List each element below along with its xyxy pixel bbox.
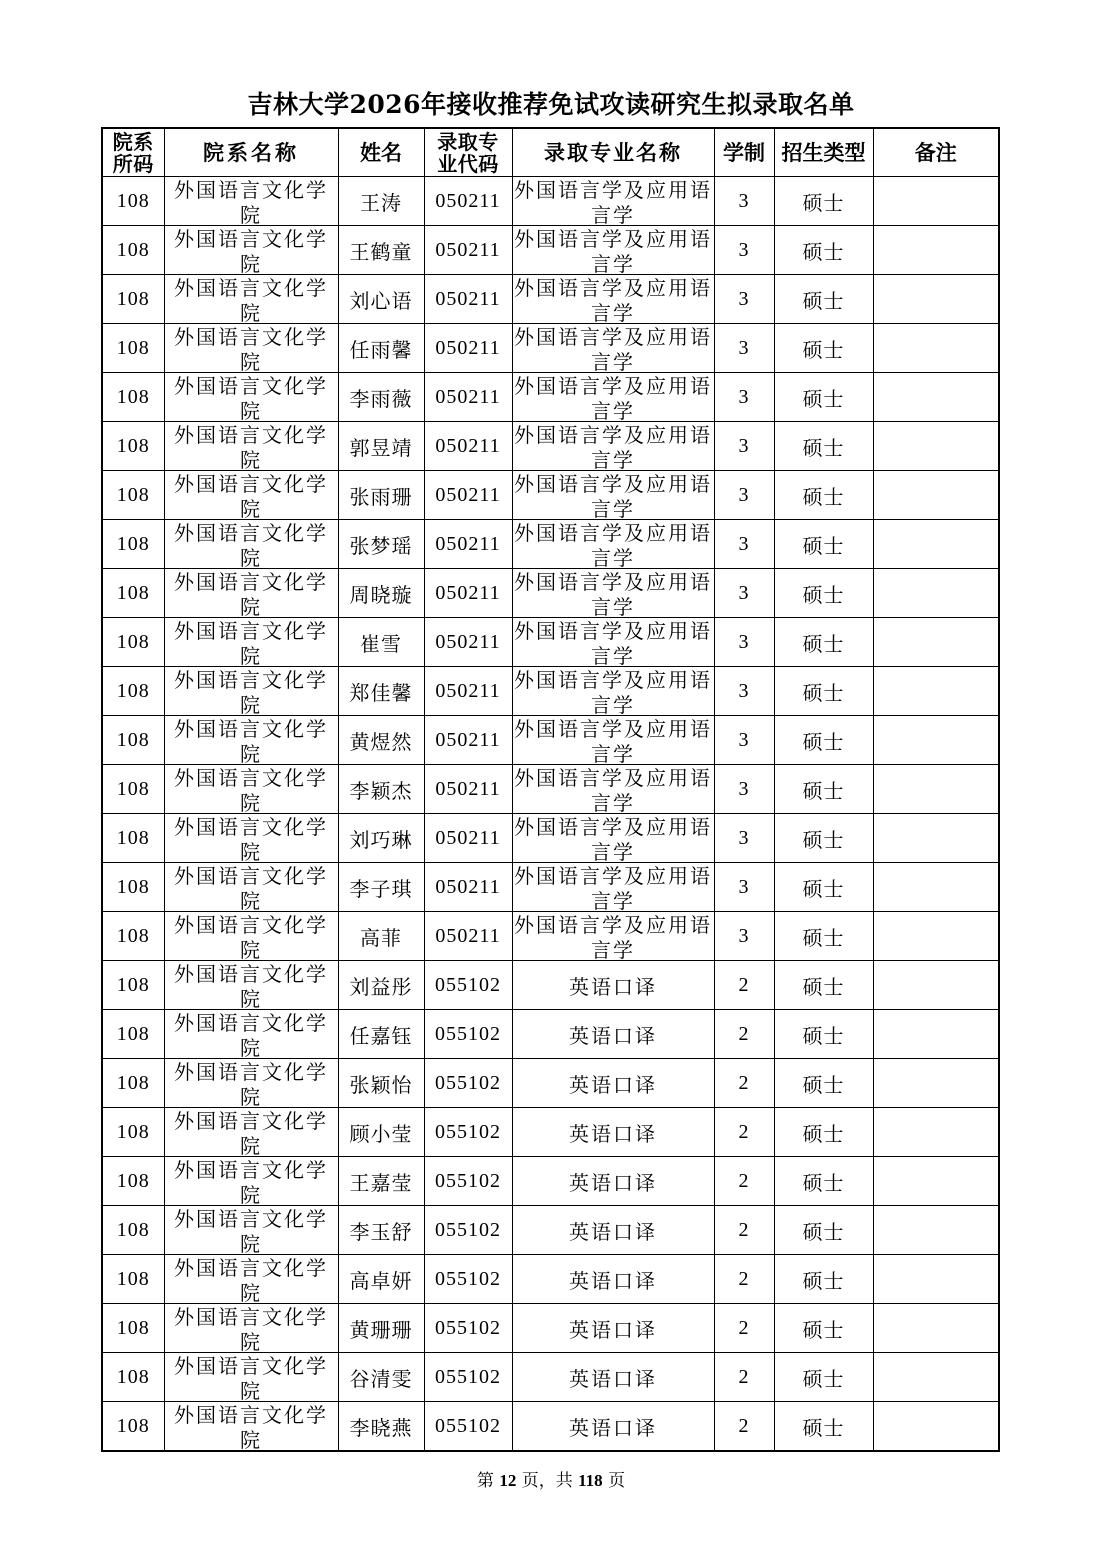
- cell-major-code: 055102: [424, 1402, 512, 1452]
- cell-dept-code: 108: [102, 569, 164, 618]
- cell-dept-name-text: 外国语言文化学院: [174, 1256, 328, 1303]
- table-row: [102, 1353, 999, 1402]
- cell-major-name: [512, 716, 714, 765]
- cell-duration: 3: [714, 226, 774, 275]
- cell-major-name: [512, 422, 714, 471]
- cell-remark: [873, 324, 999, 373]
- cell-dept-name-text: 外国语言文化学院: [174, 913, 328, 960]
- cell-student-name: 黄煜然: [338, 716, 424, 765]
- cell-dept-code: 108: [102, 1010, 164, 1059]
- cell-dept-name-text: 外国语言文化学院: [174, 570, 328, 617]
- cell-major-code: 050211: [424, 814, 512, 863]
- cell-major-name: 英语口译: [512, 1206, 714, 1255]
- cell-type: 硕士: [774, 667, 873, 716]
- cell-major-name-text: 外国语言学及应用语言学: [514, 570, 712, 617]
- cell-remark: [873, 863, 999, 912]
- cell-major-name: [512, 520, 714, 569]
- cell-major-code: 050211: [424, 667, 512, 716]
- cell-student-name: 刘益彤: [338, 961, 424, 1010]
- cell-duration: 2: [714, 1206, 774, 1255]
- cell-student-name: 刘心语: [338, 275, 424, 324]
- cell-dept-name: [164, 373, 338, 422]
- cell-major-code: 050211: [424, 226, 512, 275]
- cell-major-code: 055102: [424, 1010, 512, 1059]
- table-row: [102, 1402, 999, 1452]
- cell-major-code: 050211: [424, 177, 512, 226]
- cell-remark: [873, 1255, 999, 1304]
- cell-type: 硕士: [774, 275, 873, 324]
- cell-student-name: 周晓璇: [338, 569, 424, 618]
- cell-type: 硕士: [774, 765, 873, 814]
- cell-student-name: 任嘉钰: [338, 1010, 424, 1059]
- cell-type: 硕士: [774, 961, 873, 1010]
- cell-major-name: [512, 226, 714, 275]
- cell-major-name-text: 外国语言学及应用语言学: [514, 913, 712, 960]
- cell-student-name: 高菲: [338, 912, 424, 961]
- table-row: [102, 373, 999, 422]
- cell-remark: [873, 1304, 999, 1353]
- footer-suffix: 页: [608, 1471, 626, 1491]
- cell-major-name-text: 外国语言学及应用语言学: [514, 766, 712, 813]
- document-title: 吉林大学2026年接收推荐免试攻读研究生拟录取名单: [247, 90, 855, 119]
- footer-prefix: 第: [476, 1471, 494, 1491]
- cell-remark: [873, 618, 999, 667]
- cell-major-code: 050211: [424, 373, 512, 422]
- cell-dept-name: [164, 569, 338, 618]
- cell-dept-code: 108: [102, 1108, 164, 1157]
- cell-dept-code: 108: [102, 422, 164, 471]
- cell-dept-code: 108: [102, 1304, 164, 1353]
- cell-major-code: 050211: [424, 863, 512, 912]
- cell-dept-name-text: 外国语言文化学院: [174, 815, 328, 862]
- cell-dept-code: 108: [102, 667, 164, 716]
- cell-dept-name: [164, 520, 338, 569]
- cell-major-name: [512, 569, 714, 618]
- cell-type: 硕士: [774, 1353, 873, 1402]
- cell-remark: [873, 961, 999, 1010]
- cell-type: 硕士: [774, 569, 873, 618]
- cell-major-name: 英语口译: [512, 1255, 714, 1304]
- cell-dept-name: [164, 275, 338, 324]
- cell-dept-name-text: 外国语言文化学院: [174, 1011, 328, 1058]
- cell-duration: 3: [714, 912, 774, 961]
- table-row: [102, 1059, 999, 1108]
- cell-dept-name: [164, 814, 338, 863]
- cell-dept-name: [164, 863, 338, 912]
- cell-major-name-text: 外国语言学及应用语言学: [514, 325, 712, 372]
- table-row: [102, 765, 999, 814]
- cell-dept-code: 108: [102, 520, 164, 569]
- cell-remark: [873, 569, 999, 618]
- table-row: [102, 275, 999, 324]
- cell-dept-name-text: 外国语言文化学院: [174, 1109, 328, 1156]
- cell-dept-name-text: 外国语言文化学院: [174, 521, 328, 568]
- cell-major-name: [512, 275, 714, 324]
- cell-remark: [873, 667, 999, 716]
- cell-student-name: 谷清雯: [338, 1353, 424, 1402]
- cell-dept-name: [164, 1304, 338, 1353]
- header-major-name: 录取专业名称: [512, 128, 714, 177]
- cell-type: 硕士: [774, 912, 873, 961]
- cell-remark: [873, 226, 999, 275]
- header-major-code: 录取专业代码: [424, 128, 512, 177]
- cell-major-code: 055102: [424, 961, 512, 1010]
- cell-duration: 3: [714, 520, 774, 569]
- cell-dept-name: [164, 1353, 338, 1402]
- footer-total-pages: 118: [578, 1471, 603, 1490]
- cell-student-name: 郭昱靖: [338, 422, 424, 471]
- page-footer: [0, 1466, 1102, 1491]
- cell-student-name: 任雨馨: [338, 324, 424, 373]
- cell-type: 硕士: [774, 863, 873, 912]
- header-dept-name: 院系名称: [164, 128, 338, 177]
- cell-dept-name-text: 外国语言文化学院: [174, 1403, 328, 1450]
- cell-dept-name-text: 外国语言文化学院: [174, 619, 328, 666]
- cell-type: 硕士: [774, 226, 873, 275]
- cell-major-name-text: 外国语言学及应用语言学: [514, 815, 712, 862]
- table-row: [102, 1304, 999, 1353]
- cell-remark: [873, 1402, 999, 1452]
- cell-duration: 3: [714, 275, 774, 324]
- cell-major-code: 050211: [424, 471, 512, 520]
- cell-duration: 3: [714, 716, 774, 765]
- cell-remark: [873, 1353, 999, 1402]
- cell-major-name-text: 外国语言学及应用语言学: [514, 864, 712, 911]
- cell-major-name: 英语口译: [512, 1108, 714, 1157]
- cell-major-name: [512, 471, 714, 520]
- cell-dept-name: [164, 1157, 338, 1206]
- cell-duration: 3: [714, 422, 774, 471]
- cell-major-name-text: 外国语言学及应用语言学: [514, 717, 712, 764]
- cell-dept-name: [164, 422, 338, 471]
- cell-student-name: 黄珊珊: [338, 1304, 424, 1353]
- table-row: [102, 1108, 999, 1157]
- cell-dept-code: 108: [102, 618, 164, 667]
- cell-remark: [873, 520, 999, 569]
- cell-remark: [873, 275, 999, 324]
- cell-type: 硕士: [774, 471, 873, 520]
- cell-dept-name: [164, 471, 338, 520]
- cell-dept-code: 108: [102, 1157, 164, 1206]
- cell-dept-name: [164, 226, 338, 275]
- cell-dept-code: 108: [102, 961, 164, 1010]
- cell-major-name: 英语口译: [512, 1304, 714, 1353]
- cell-type: 硕士: [774, 716, 873, 765]
- table-row: [102, 667, 999, 716]
- cell-student-name: 王嘉莹: [338, 1157, 424, 1206]
- cell-major-name-text: 外国语言学及应用语言学: [514, 178, 712, 225]
- cell-duration: 2: [714, 1059, 774, 1108]
- header-type: 招生类型: [774, 128, 873, 177]
- cell-dept-name-text: 外国语言文化学院: [174, 1060, 328, 1107]
- cell-duration: 3: [714, 324, 774, 373]
- cell-duration: 2: [714, 1157, 774, 1206]
- cell-major-code: 050211: [424, 275, 512, 324]
- table-row: [102, 324, 999, 373]
- cell-remark: [873, 373, 999, 422]
- cell-major-code: 055102: [424, 1255, 512, 1304]
- cell-remark: [873, 1010, 999, 1059]
- cell-major-name-text: 外国语言学及应用语言学: [514, 521, 712, 568]
- cell-duration: 3: [714, 569, 774, 618]
- cell-dept-name: [164, 177, 338, 226]
- cell-dept-name-text: 外国语言文化学院: [174, 1158, 328, 1205]
- table-row: [102, 1157, 999, 1206]
- cell-major-name: [512, 814, 714, 863]
- cell-dept-code: 108: [102, 863, 164, 912]
- cell-duration: 2: [714, 1255, 774, 1304]
- cell-type: 硕士: [774, 1059, 873, 1108]
- cell-student-name: 王鹤童: [338, 226, 424, 275]
- cell-type: 硕士: [774, 1304, 873, 1353]
- cell-dept-name-text: 外国语言文化学院: [174, 962, 328, 1009]
- cell-duration: 2: [714, 1010, 774, 1059]
- cell-dept-name-text: 外国语言文化学院: [174, 717, 328, 764]
- cell-remark: [873, 1059, 999, 1108]
- cell-dept-name: [164, 716, 338, 765]
- cell-student-name: 郑佳馨: [338, 667, 424, 716]
- table-row: [102, 716, 999, 765]
- cell-major-code: 055102: [424, 1108, 512, 1157]
- cell-dept-name-text: 外国语言文化学院: [174, 1354, 328, 1401]
- cell-major-name: 英语口译: [512, 1157, 714, 1206]
- cell-type: 硕士: [774, 422, 873, 471]
- cell-type: 硕士: [774, 177, 873, 226]
- cell-duration: 3: [714, 373, 774, 422]
- cell-major-name: 英语口译: [512, 961, 714, 1010]
- cell-major-name-text: 外国语言学及应用语言学: [514, 472, 712, 519]
- cell-dept-code: 108: [102, 716, 164, 765]
- cell-remark: [873, 765, 999, 814]
- cell-duration: 3: [714, 863, 774, 912]
- cell-dept-name: [164, 1255, 338, 1304]
- cell-dept-name-text: 外国语言文化学院: [174, 227, 328, 274]
- cell-dept-code: 108: [102, 373, 164, 422]
- cell-student-name: 王涛: [338, 177, 424, 226]
- cell-student-name: 李颖杰: [338, 765, 424, 814]
- cell-dept-code: 108: [102, 275, 164, 324]
- cell-dept-name-text: 外国语言文化学院: [174, 325, 328, 372]
- cell-remark: [873, 912, 999, 961]
- cell-type: 硕士: [774, 1108, 873, 1157]
- cell-dept-name: [164, 1010, 338, 1059]
- cell-type: 硕士: [774, 1157, 873, 1206]
- cell-remark: [873, 1157, 999, 1206]
- cell-type: 硕士: [774, 1010, 873, 1059]
- cell-major-name-text: 外国语言学及应用语言学: [514, 227, 712, 274]
- header-remark: 备注: [873, 128, 999, 177]
- cell-major-name: [512, 667, 714, 716]
- table-row: [102, 1255, 999, 1304]
- cell-duration: 3: [714, 471, 774, 520]
- cell-dept-name-text: 外国语言文化学院: [174, 668, 328, 715]
- header-dept-code: 院系所码: [102, 128, 164, 177]
- cell-major-name: 英语口译: [512, 1059, 714, 1108]
- cell-student-name: 张梦瑶: [338, 520, 424, 569]
- cell-dept-name: [164, 765, 338, 814]
- cell-student-name: 张颖怡: [338, 1059, 424, 1108]
- table-body: [102, 177, 999, 1452]
- table-row: [102, 520, 999, 569]
- cell-major-name: 英语口译: [512, 1353, 714, 1402]
- cell-duration: 3: [714, 177, 774, 226]
- cell-dept-name: [164, 324, 338, 373]
- cell-duration: 2: [714, 1353, 774, 1402]
- table-row: [102, 569, 999, 618]
- cell-dept-name: [164, 667, 338, 716]
- cell-dept-name: [164, 912, 338, 961]
- cell-duration: 3: [714, 667, 774, 716]
- cell-dept-name-text: 外国语言文化学院: [174, 766, 328, 813]
- cell-student-name: 李子琪: [338, 863, 424, 912]
- cell-dept-name-text: 外国语言文化学院: [174, 1207, 328, 1254]
- cell-dept-code: 108: [102, 1206, 164, 1255]
- cell-dept-name: [164, 1206, 338, 1255]
- cell-dept-code: 108: [102, 324, 164, 373]
- table-row: [102, 226, 999, 275]
- cell-remark: [873, 814, 999, 863]
- cell-dept-name-text: 外国语言文化学院: [174, 374, 328, 421]
- cell-dept-code: 108: [102, 226, 164, 275]
- cell-duration: 2: [714, 1402, 774, 1452]
- cell-type: 硕士: [774, 1255, 873, 1304]
- cell-dept-code: 108: [102, 1402, 164, 1452]
- cell-dept-code: 108: [102, 765, 164, 814]
- cell-major-code: 050211: [424, 618, 512, 667]
- header-duration: 学制: [714, 128, 774, 177]
- cell-remark: [873, 716, 999, 765]
- footer-page-number: 12: [499, 1471, 517, 1490]
- cell-duration: 2: [714, 1108, 774, 1157]
- cell-major-name-text: 外国语言学及应用语言学: [514, 374, 712, 421]
- cell-dept-name-text: 外国语言文化学院: [174, 178, 328, 225]
- cell-major-name-text: 外国语言学及应用语言学: [514, 423, 712, 470]
- footer-middle: 页，共: [521, 1471, 573, 1491]
- cell-dept-name-text: 外国语言文化学院: [174, 864, 328, 911]
- cell-duration: 3: [714, 814, 774, 863]
- cell-type: 硕士: [774, 1206, 873, 1255]
- cell-major-code: 055102: [424, 1353, 512, 1402]
- cell-duration: 2: [714, 1304, 774, 1353]
- cell-major-code: 050211: [424, 765, 512, 814]
- cell-major-code: 050211: [424, 422, 512, 471]
- table-row: [102, 1010, 999, 1059]
- cell-dept-name: [164, 1108, 338, 1157]
- cell-type: 硕士: [774, 1402, 873, 1452]
- cell-dept-code: 108: [102, 177, 164, 226]
- cell-dept-code: 108: [102, 471, 164, 520]
- cell-major-name-text: 外国语言学及应用语言学: [514, 276, 712, 323]
- cell-type: 硕士: [774, 814, 873, 863]
- cell-student-name: 张雨珊: [338, 471, 424, 520]
- cell-dept-name: [164, 961, 338, 1010]
- cell-type: 硕士: [774, 520, 873, 569]
- cell-remark: [873, 177, 999, 226]
- cell-dept-name-text: 外国语言文化学院: [174, 423, 328, 470]
- table-row: [102, 471, 999, 520]
- cell-type: 硕士: [774, 324, 873, 373]
- cell-remark: [873, 422, 999, 471]
- cell-dept-code: 108: [102, 1059, 164, 1108]
- cell-major-code: 050211: [424, 912, 512, 961]
- cell-type: 硕士: [774, 373, 873, 422]
- cell-dept-name: [164, 1402, 338, 1452]
- admission-table: [101, 127, 1000, 1452]
- cell-major-code: 055102: [424, 1304, 512, 1353]
- cell-major-name: 英语口译: [512, 1010, 714, 1059]
- cell-major-name: 英语口译: [512, 1402, 714, 1452]
- cell-remark: [873, 1108, 999, 1157]
- table-row: [102, 177, 999, 226]
- cell-major-code: 055102: [424, 1059, 512, 1108]
- cell-major-name-text: 外国语言学及应用语言学: [514, 619, 712, 666]
- cell-remark: [873, 1206, 999, 1255]
- cell-major-name: [512, 324, 714, 373]
- cell-dept-code: 108: [102, 1255, 164, 1304]
- cell-duration: 2: [714, 961, 774, 1010]
- cell-major-name: [512, 373, 714, 422]
- cell-major-name: [512, 863, 714, 912]
- cell-student-name: 崔雪: [338, 618, 424, 667]
- cell-dept-name: [164, 1059, 338, 1108]
- cell-student-name: 李玉舒: [338, 1206, 424, 1255]
- cell-major-code: 055102: [424, 1157, 512, 1206]
- cell-dept-name-text: 外国语言文化学院: [174, 276, 328, 323]
- cell-major-name-text: 外国语言学及应用语言学: [514, 668, 712, 715]
- cell-major-code: 050211: [424, 520, 512, 569]
- cell-dept-code: 108: [102, 1353, 164, 1402]
- cell-duration: 3: [714, 765, 774, 814]
- cell-major-name: [512, 765, 714, 814]
- cell-student-name: 刘巧琳: [338, 814, 424, 863]
- cell-major-code: 050211: [424, 569, 512, 618]
- cell-major-name: [512, 912, 714, 961]
- table-row: [102, 961, 999, 1010]
- cell-dept-code: 108: [102, 912, 164, 961]
- cell-dept-name-text: 外国语言文化学院: [174, 472, 328, 519]
- cell-student-name: 高卓妍: [338, 1255, 424, 1304]
- cell-dept-name-text: 外国语言文化学院: [174, 1305, 328, 1352]
- cell-student-name: 顾小莹: [338, 1108, 424, 1157]
- cell-dept-code: 108: [102, 814, 164, 863]
- table-row: [102, 618, 999, 667]
- header-name: 姓名: [338, 128, 424, 177]
- cell-student-name: 李雨薇: [338, 373, 424, 422]
- table-row: [102, 422, 999, 471]
- cell-major-code: 050211: [424, 324, 512, 373]
- table-row: [102, 912, 999, 961]
- table-row: [102, 863, 999, 912]
- cell-dept-name: [164, 618, 338, 667]
- table-row: [102, 1206, 999, 1255]
- cell-major-name: [512, 618, 714, 667]
- cell-major-name: [512, 177, 714, 226]
- cell-duration: 3: [714, 618, 774, 667]
- cell-type: 硕士: [774, 618, 873, 667]
- cell-major-code: 055102: [424, 1206, 512, 1255]
- table-header-row: [102, 128, 999, 177]
- cell-student-name: 李晓燕: [338, 1402, 424, 1452]
- cell-major-code: 050211: [424, 716, 512, 765]
- table-row: [102, 814, 999, 863]
- cell-remark: [873, 471, 999, 520]
